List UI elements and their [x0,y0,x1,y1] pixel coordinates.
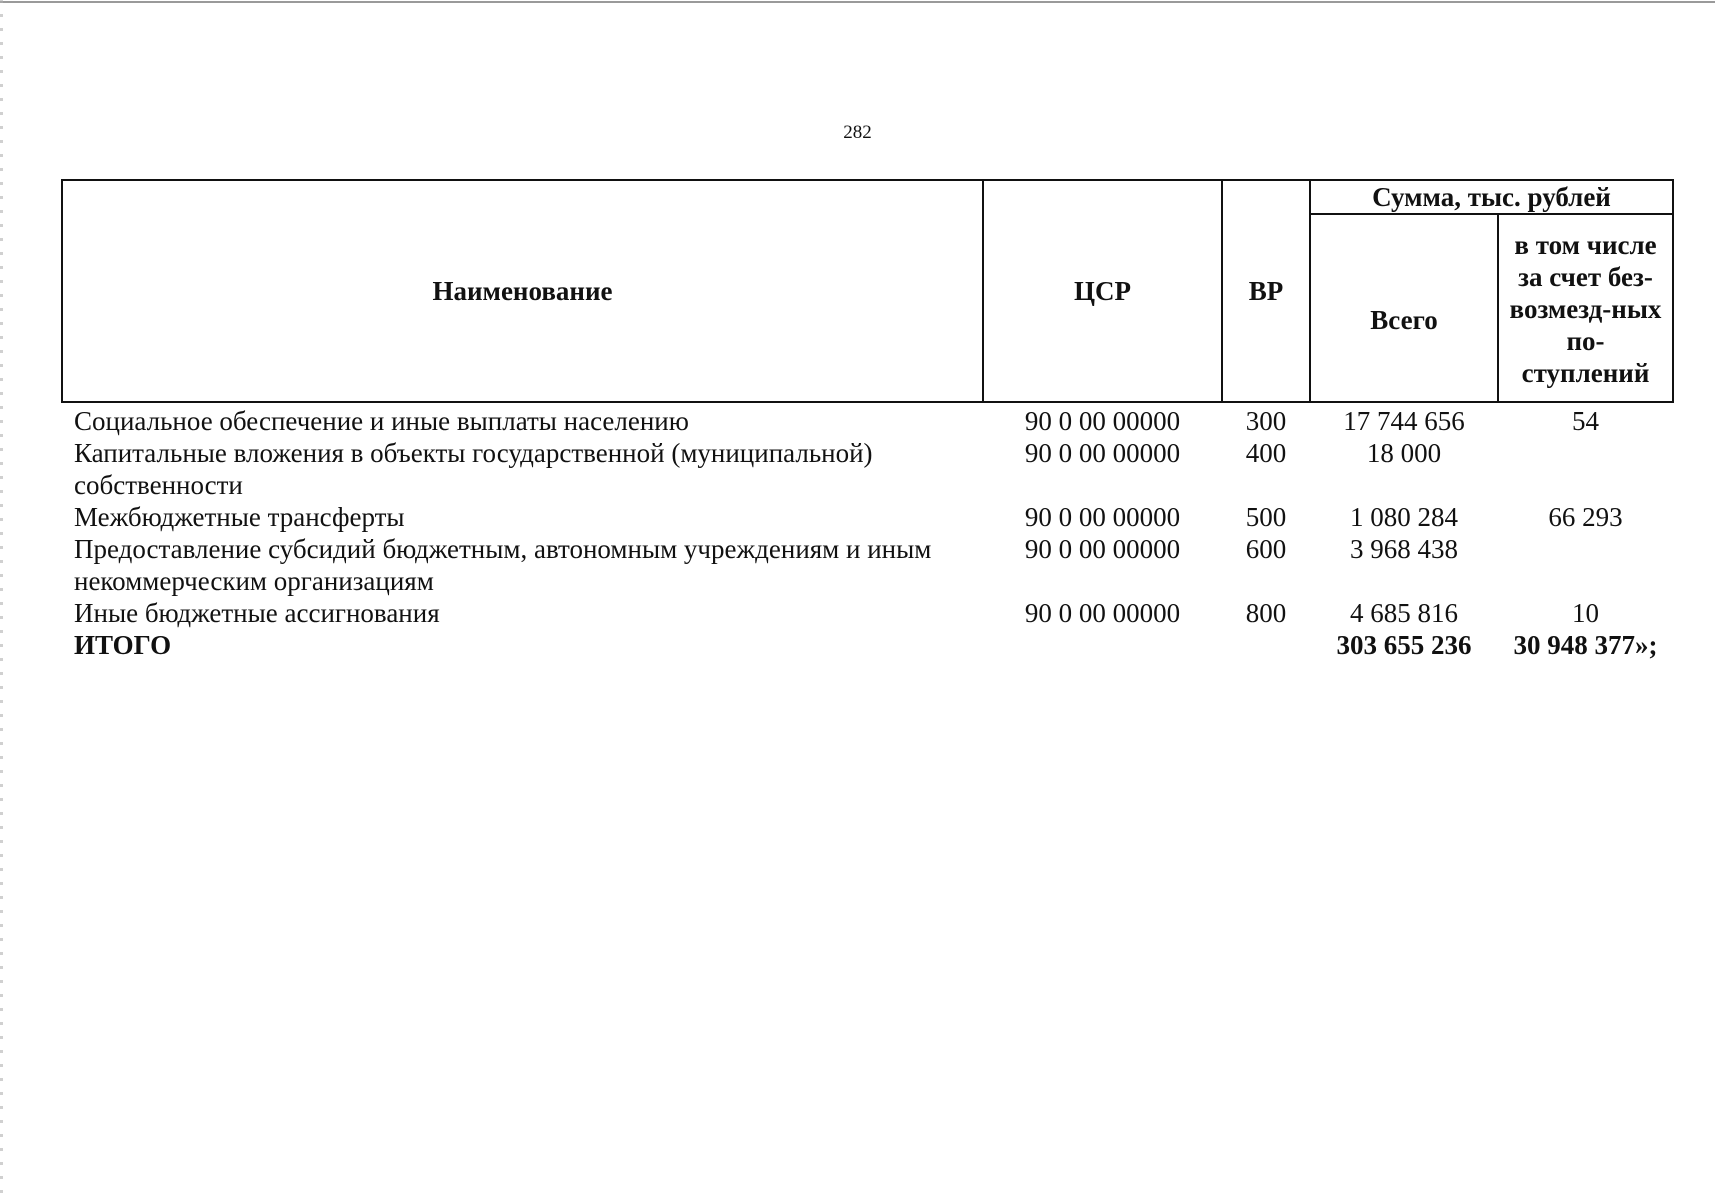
row-vr: 600 [1245,534,1287,564]
header-csr: ЦСР [983,180,1222,402]
row-csr: 90 0 00 00000 [1024,534,1181,564]
table-header [62,180,1673,402]
scan-top-edge [0,1,1715,3]
row-vr: 400 [1245,438,1287,468]
table-row [62,597,1673,629]
table-body [62,402,1673,661]
row-total: 3 968 438 [1350,534,1458,564]
table-row [62,437,1673,501]
row-free-receipts [1498,533,1673,597]
row-vr: 800 [1245,598,1287,628]
row-free-receipts: 10 [1572,598,1599,628]
row-total: 1 080 284 [1350,502,1458,532]
row-free-receipts [1498,437,1673,501]
row-csr: 90 0 00 00000 [1024,438,1181,468]
row-total: 17 744 656 [1343,406,1465,436]
page-number: 282 [843,122,872,143]
grand-total-free-receipts: 30 948 377»; [1513,630,1658,660]
row-name: Иные бюджетные ассигнования [74,598,440,628]
row-name: Межбюджетные трансферты [74,502,405,532]
grand-total-vr [1222,629,1310,661]
table-row [62,501,1673,533]
grand-total-label: ИТОГО [74,630,172,660]
row-total: 4 685 816 [1350,598,1458,628]
row-name: Предоставление субсидий бюджетным, автономным учреждениям и иным некоммерческим организациям [74,534,932,596]
row-vr: 500 [1245,502,1287,532]
header-total: Всего [1310,214,1498,402]
row-vr: 300 [1245,406,1287,436]
grand-total-row [62,629,1673,661]
grand-total-sum: 303 655 236 [1336,630,1472,660]
header-vr: ВР [1222,180,1310,402]
row-csr: 90 0 00 00000 [1024,406,1181,436]
row-csr: 90 0 00 00000 [1024,502,1181,532]
header-row [62,180,1673,214]
row-csr: 90 0 00 00000 [1024,598,1181,628]
row-name: Капитальные вложения в объекты государственной (муниципальной) собственности [74,438,873,500]
row-free-receipts: 54 [1572,406,1599,436]
grand-total-csr [983,629,1222,661]
header-sum-group: Сумма, тыс. рублей [1310,180,1673,214]
table-row [62,402,1673,437]
row-name: Социальное обеспечение и иные выплаты населению [74,406,689,436]
row-free-receipts: 66 293 [1548,502,1623,532]
scan-left-edge [0,0,3,1200]
header-free-receipts: в том числе за счет без-возмезд-ных по-ступлений [1498,214,1673,402]
budget-table [61,179,1674,661]
row-total: 18 000 [1366,438,1442,468]
header-name: Наименование [62,180,983,402]
table-row [62,533,1673,597]
